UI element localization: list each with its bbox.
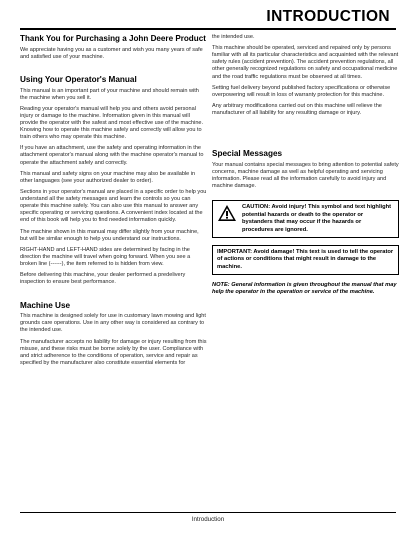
header-rule bbox=[20, 28, 396, 30]
machine-use-heading: Machine Use bbox=[20, 300, 71, 310]
left-column bbox=[20, 34, 207, 371]
operators-manual-heading: Using Your Operator's Manual bbox=[20, 74, 137, 84]
warning-triangle-icon bbox=[217, 204, 237, 222]
thanks-heading: Thank You for Purchasing a John Deere Product bbox=[20, 34, 206, 43]
right-column bbox=[212, 34, 399, 301]
important-text: IMPORTANT: Avoid damage! This text is used to tell the operator of actions or conditions that might result in damage to the machine. bbox=[217, 248, 394, 270]
page-title: INTRODUCTION bbox=[266, 8, 390, 25]
manual-paragraph: This manual is an important part of your machine and should remain with the machine when you sell it. bbox=[20, 87, 199, 101]
caution-text: CAUTION: Avoid injury! This symbol and text highlight potential hazards or death to the operator or bystanders that may occur if the hazards or procedures are ignored. bbox=[242, 204, 392, 233]
machine-use-paragraph: The manufacturer accepts no liability for damage or injury resulting from this misuse, and these risks must be borne solely by the user. Compliance with and strict adherence to the conditions of operation, service and repair as specified by the manufacturer also constitute essential elements for bbox=[20, 338, 207, 366]
continued-paragraph: the intended use. bbox=[212, 34, 255, 40]
continued-paragraph: Setting fuel delivery beyond published factory specifications or otherwise overpowering will result in loss of warranty protection for this machine. bbox=[212, 84, 391, 98]
continued-paragraph: This machine should be operated, serviced and repaired only by persons familiar with all its particular characteristics and acquainted with the relevant safety rules (accident prevention). The accident prevention regulations, all other generally recognized regulations on safety and occupational medicine and the road traffic regulations must be observed at all times. bbox=[212, 45, 399, 80]
manual-paragraph: The machine shown in this manual may differ slightly from your machine, but will be similar enough to help you understand our instructions. bbox=[20, 228, 199, 242]
note-block bbox=[212, 282, 399, 297]
manual-paragraph: Sections in your operator's manual are placed in a specific order to help you understand all the safety messages and learn the controls so you can operate this machine safely. You can also use this manual to answer any specific operating or servicing questions. A convenient index located at the end of this book will help you to find needed information quickly. bbox=[20, 189, 207, 224]
note-text: NOTE: General information is given throughout the manual that may help the operator in the operation or service of the machine. bbox=[212, 281, 397, 296]
footer-rule bbox=[20, 512, 396, 513]
manual-paragraph: Before delivering this machine, your dealer performed a predelivery inspection to ensure best performance. bbox=[20, 272, 186, 286]
continued-paragraph: Any arbitrary modifications carried out on this machine will relieve the manufacturer of all liability for any resulting damage or injury. bbox=[212, 103, 382, 117]
machine-use-paragraph: This machine is designed solely for use in customary lawn mowing and light grounds care operations. Use in any other way is considered as contrary to the intended use. bbox=[20, 313, 206, 334]
manual-paragraph: RIGHT-HAND and LEFT-HAND sides are determined by facing in the direction the machine will travel when going forward. When you see a broken line (------), the item referred to is hidden from view. bbox=[20, 246, 191, 268]
manual-paragraph: If you have an attachment, use the safety and operating information in the attachment operator's manual along with the machine operator's manual to operate the attachment safely and correctly. bbox=[20, 145, 204, 166]
important-box bbox=[212, 245, 399, 275]
special-messages-paragraph: Your manual contains special messages to bring attention to potential safety concerns, machine damage as well as helpful operating and servicing information. Please read all the information carefully to avoid injury and machine damage. bbox=[212, 161, 399, 190]
manual-paragraph: This manual and safety signs on your machine may also be available in other languages (see your authorized dealer to order). bbox=[20, 170, 196, 184]
caution-box bbox=[212, 200, 399, 237]
special-messages-heading: Special Messages bbox=[212, 149, 283, 159]
footer-label: Introduction bbox=[191, 516, 225, 523]
manual-paragraph: Reading your operator's manual will help you and others avoid personal injury or damage to the machine. Information given in this manual will provide the operator with the safest and most effective use of the machine. Knowing how to operate this machine safely and correctly will allow you to train others who may operate this machine. bbox=[20, 105, 204, 141]
thanks-paragraph: We appreciate having you as a customer and wish you many years of safe and satisfied use of your machine. bbox=[20, 46, 203, 60]
